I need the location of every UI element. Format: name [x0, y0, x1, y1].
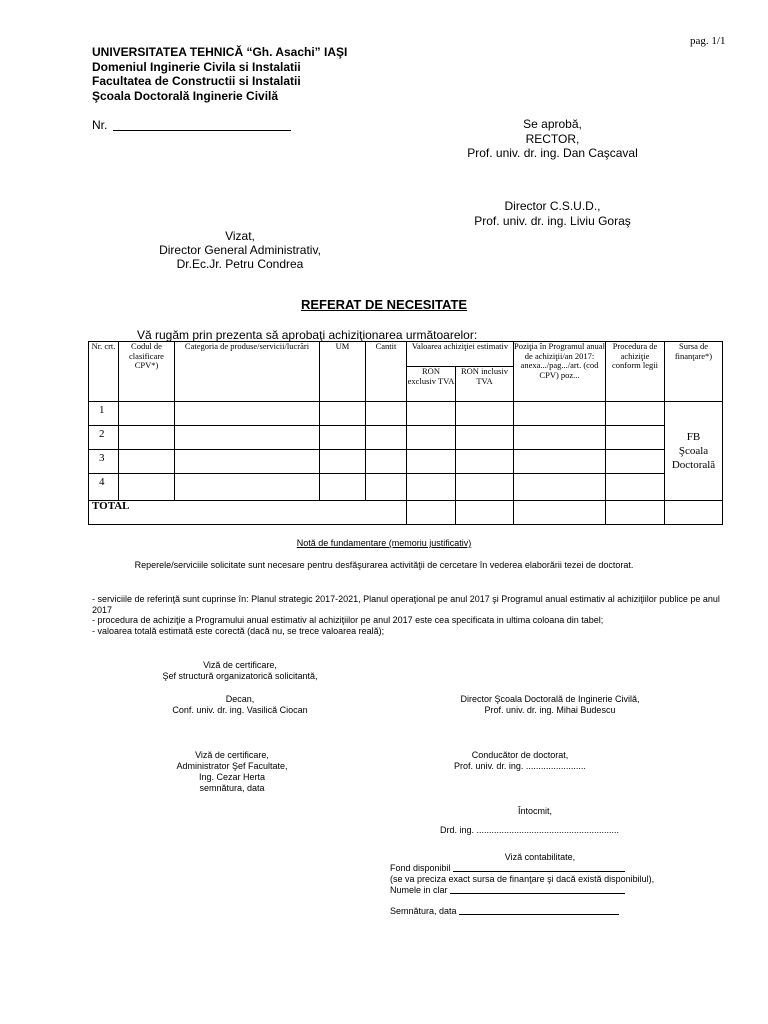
header-ron-inclusiv: RON inclusiv TVA [456, 367, 514, 402]
row-number: 3 [89, 450, 119, 474]
domain-name: Domeniul Inginerie Civila si Instalatii [92, 59, 301, 74]
header-um: UM [320, 342, 366, 402]
approval-label: Se aprobă, [523, 117, 582, 131]
certification2-person: Ing. Cezar Herta [198, 772, 266, 782]
decan-person: Conf. univ. dr. ing. Vasilică Ciocan [172, 705, 308, 715]
director-csud-person: Prof. univ. dr. ing. Liviu Goraş [474, 213, 631, 228]
fond-note: (se va preciza exact sursa de finanţare şi dacă există disponibilul), [390, 874, 655, 884]
funding-line: FB [686, 431, 701, 443]
nota-title: Notă de fundamentare (memoriu justificativ) [296, 538, 472, 548]
certification2-signature: semnătura, data [199, 783, 265, 793]
header-sursa: Sursa de finanţare*) [665, 342, 723, 402]
page-number: pag. 1/1 [690, 35, 726, 47]
director-csud-role: Director C.S.U.D., [504, 199, 601, 213]
header-pozitia: Poziţia în Programul anual de achiziţii/an 2017: anexa.../pag.../art. (cod CPV) poz... [514, 342, 606, 402]
director-sd-person: Prof. univ. dr. ing. Mihai Budescu [484, 705, 616, 715]
header-cantitate: Cantit [366, 342, 407, 402]
row-number: 4 [89, 474, 119, 501]
row-number: 2 [89, 426, 119, 450]
list-item: - valoarea totală estimată este corectă (dacă nu, se trece valoarea reală); [92, 625, 385, 636]
semnatura-label: Semnătura, data [390, 906, 457, 916]
document-title: REFERAT DE NECESITATE [300, 297, 468, 312]
list-item: - procedura de achiziţie a Programului anual estimativ al achiziţiilor pe anul 2017 este cea specificata in ultima coloana din tabel; [92, 615, 604, 625]
vizat-block [120, 229, 360, 271]
approval-role: RECTOR, [525, 131, 580, 146]
certification-block-1 [140, 660, 340, 682]
decan-role: Decan, [225, 694, 255, 704]
header-valoarea: Valoarea achiziţiei estimativ [407, 342, 514, 367]
nr-blank-line [113, 130, 291, 131]
vizat-label: Vizat, [225, 229, 255, 243]
nr-label: Nr. [92, 118, 108, 132]
decan-block [140, 694, 340, 716]
justification-list [92, 594, 732, 636]
rector-approval [420, 117, 685, 161]
semnatura-blank-line [459, 914, 619, 915]
intocmit-block [420, 806, 670, 836]
director-sd-role: Director Şcoala Doctorală de Inginerie Civilă, [460, 694, 640, 704]
header-ron-exclusiv: RON exclusiv TVA [407, 367, 456, 402]
vizat-role: Director General Administrativ, [159, 243, 321, 257]
table-row [89, 474, 723, 501]
director-doctoral-school [420, 694, 680, 716]
conducator-person: Prof. univ. dr. ing. ........................ [454, 761, 586, 771]
school-name: Şcoala Doctorală Inginerie Civilă [92, 88, 279, 103]
funding-source [665, 402, 723, 501]
table-row [89, 426, 723, 450]
table-row [89, 402, 723, 426]
faculty-name: Facultatea de Constructii si Instalatii [92, 74, 301, 88]
header-nr: Nr. crt. [89, 342, 119, 402]
fond-blank-line [453, 871, 625, 872]
table-row [89, 450, 723, 474]
certification1-label: Viză de certificare, [203, 660, 277, 670]
total-row [89, 501, 723, 525]
total-label: TOTAL [89, 501, 407, 525]
numele-label: Numele in clar [390, 885, 448, 895]
university-name: UNIVERSITATEA TEHNICĂ “Gh. Asachi” IAŞI [92, 45, 348, 59]
certification2-role: Administrator Şef Facultate, [176, 761, 288, 771]
header-categoria: Categoria de produse/servicii/lucrări [175, 342, 320, 402]
numele-blank-line [450, 893, 625, 894]
certification-block-2 [132, 750, 332, 794]
conducator-block [420, 750, 620, 772]
row-number: 1 [89, 402, 119, 426]
director-csud [420, 199, 685, 228]
reperele-text: Reperele/serviciile solicitate sunt necesare pentru desfăşurarea activităţii de cercetare în vederea elaborării tezei de doctorat. [134, 560, 634, 570]
registration-number [92, 118, 291, 132]
header-cod-cpv: Codul de clasificare CPV*) [119, 342, 175, 402]
funding-line: Şcoala [678, 445, 709, 457]
funding-line: Doctorală [671, 459, 716, 471]
vizat-person: Dr.Ec.Jr. Petru Condrea [176, 257, 304, 271]
viza-contabilitate-title: Viză contabilitate, [504, 852, 576, 862]
document-header [92, 45, 347, 103]
intocmit-label: Întocmit, [517, 806, 552, 816]
list-item: - serviciile de referinţă sunt cuprinse în: Planul strategic 2017-2021, Planul operaţional pe anul 2017 şi Programul anual estimativ al achiziţiilor publice pe anul 2017 [92, 594, 720, 615]
viza-contabilitate-block [390, 852, 690, 917]
intocmit-person: Drd. ing. ......................................................... [440, 825, 620, 835]
conducator-role: Conducător de doctorat, [471, 750, 569, 760]
request-text: Vă rugăm prin prezenta să aprobaţi achiziţionarea următoarelor: [137, 328, 478, 342]
certification1-role: Şef structură organizatorică solicitantă, [162, 671, 318, 681]
header-procedura: Procedura de achiziţie conform legii [606, 342, 665, 402]
fond-label: Fond disponibil [390, 863, 451, 873]
certification2-label: Viză de certificare, [195, 750, 269, 760]
approval-person: Prof. univ. dr. ing. Dan Caşcaval [467, 146, 638, 160]
requisition-table [88, 341, 723, 525]
